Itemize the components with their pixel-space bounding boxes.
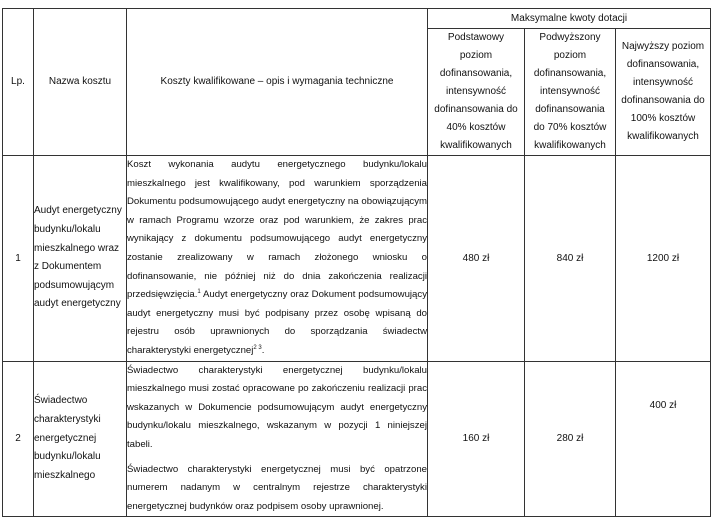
amount-increased: 840 zł	[525, 156, 616, 362]
row-lp: 2	[3, 361, 34, 517]
description-text: .	[261, 344, 265, 356]
header-highest-level: Najwyższy poziom dofinansowania, intensywność dofinansowania do 100% kosztów kwalifikowanych	[616, 29, 711, 156]
row-lp: 1	[3, 156, 34, 362]
amount-highest: 400 zł	[616, 361, 711, 517]
description-paragraph: Świadectwo charakterystyki energetycznej musi być opatrzone numerem nadanym w centralnym rejestrze charakterystyki energetycznej budynków oraz podpisem osoby uprawnionej.	[127, 463, 427, 512]
row-description	[127, 156, 428, 362]
table-row	[3, 156, 711, 362]
header-costs: Koszty kwalifikowane – opis i wymagania techniczne	[127, 9, 428, 156]
header-name: Nazwa kosztu	[34, 9, 127, 156]
footnote-ref[interactable]: 1	[197, 288, 201, 295]
table-row	[3, 361, 711, 517]
header-basic-level: Podstawowy poziom dofinansowania, intensywność dofinansowania do 40% kosztów kwalifikowanych	[428, 29, 525, 156]
header-increased-level: Podwyższony poziom dofinansowania, intensywność dofinansowania do 70% kosztów kwalifikowanych	[525, 29, 616, 156]
description-paragraph: Świadectwo charakterystyki energetycznej budynku/lokalu mieszkalnego musi zostać opracowane po zakończeniu realizacji prac wskazanych w Dokumencie podsumowującym audyt energetyczny budynku/lokalu mieszkalnego, wskazanym w pozycji 1 niniejszej tabeli.	[127, 364, 427, 450]
footnote-ref[interactable]: 2 3	[253, 344, 262, 351]
header-max-amounts: Maksymalne kwoty dotacji	[428, 9, 711, 29]
amount-increased: 280 zł	[525, 361, 616, 517]
row-cost-name: Świadectwo charakterystyki energetycznej budynku/lokalu mieszkalnego	[34, 361, 127, 517]
header-lp: Lp.	[3, 9, 34, 156]
description-text: Audyt energetyczny oraz Dokument podsumowujący audyt energetyczny musi być podpisany przez osobę wpisaną do rejestru osób uprawnionych do sporządzania świadectw charakterystyki energetycznej	[127, 289, 427, 356]
amount-basic: 480 zł	[428, 156, 525, 362]
cost-table	[2, 8, 711, 517]
row-description	[127, 361, 428, 517]
description-text: Koszt wykonania audytu energetycznego budynku/lokalu mieszkalnego jest kwalifikowany, pod warunkiem sporządzenia Dokumentu podsumowującego audyt energetyczny na obowiązującym w ramach Programu wzorze oraz pod warunkiem, że zakres prac wynikający z dokumentu podsumowującego audyt energetyczny zostanie zrealizowany w ramach złożonego wniosku o dofinansowanie, nie później niż do dnia zakończenia realizacji przedsięwzięcia.	[127, 159, 427, 301]
row-cost-name: Audyt energetyczny budynku/lokalu mieszkalnego wraz z Dokumentem podsumowującym audyt energetyczny	[34, 156, 127, 362]
amount-highest: 1200 zł	[616, 156, 711, 362]
amount-basic: 160 zł	[428, 361, 525, 517]
